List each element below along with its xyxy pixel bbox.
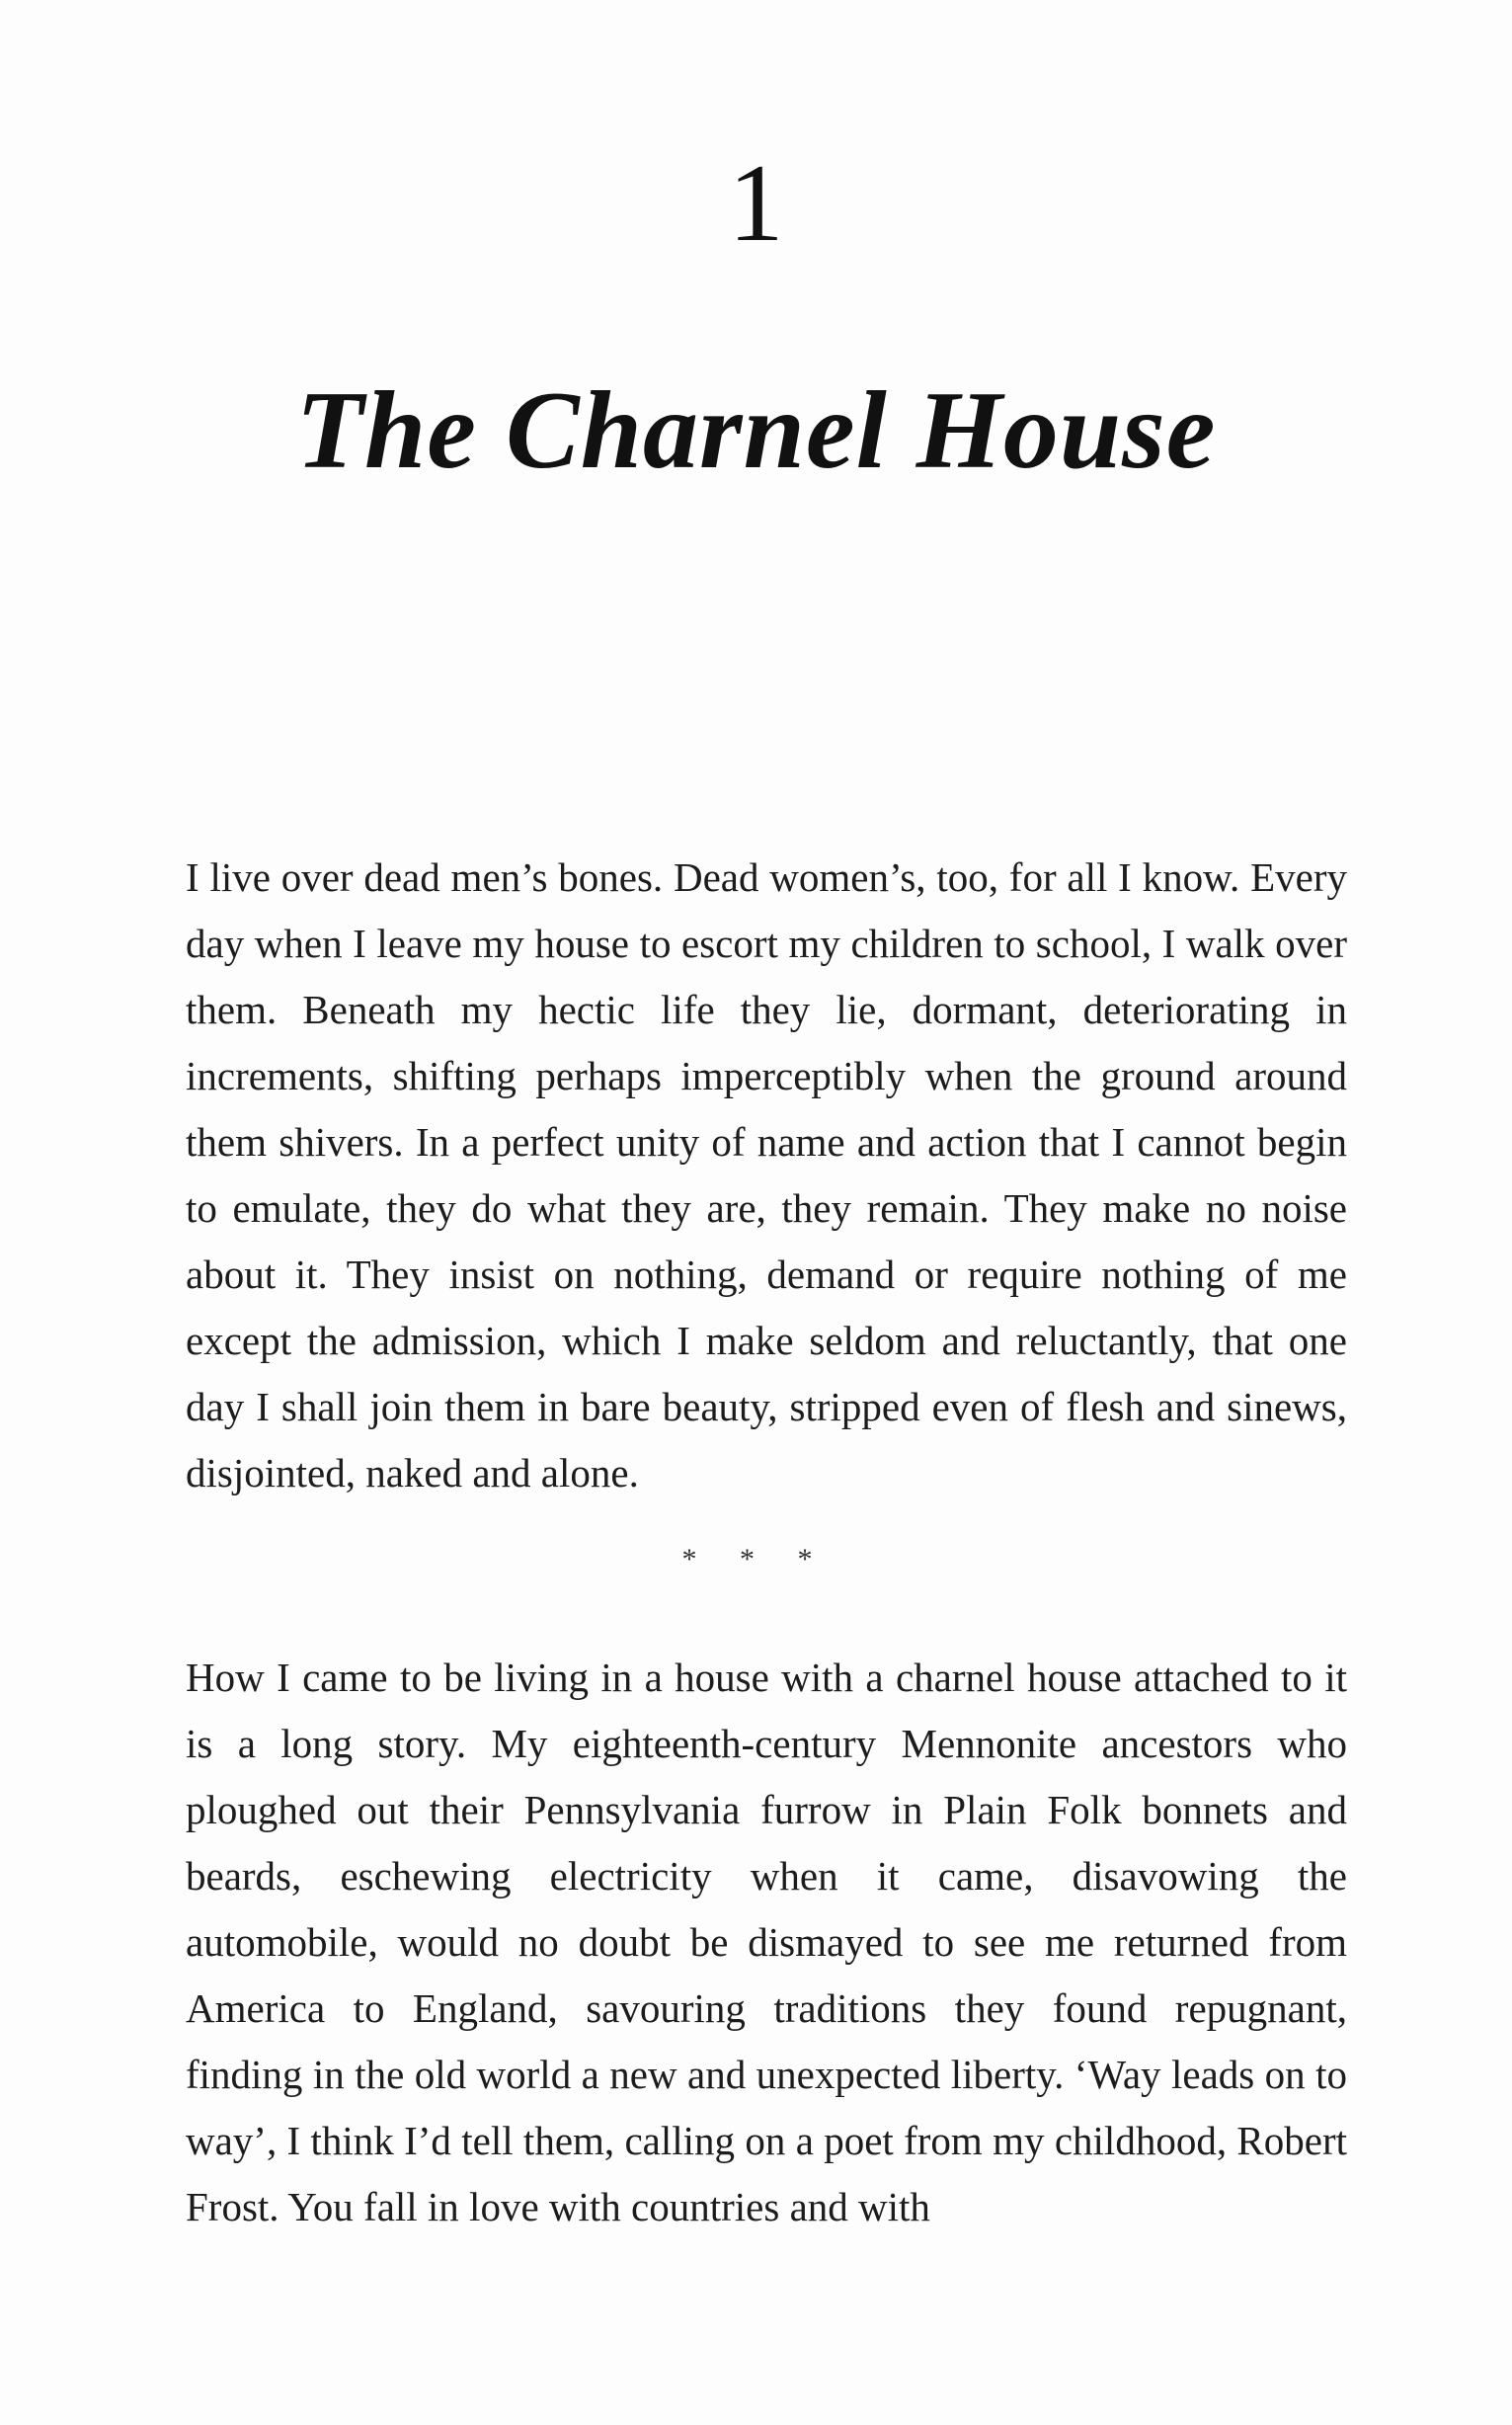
chapter-title: The Charnel House bbox=[295, 369, 1217, 492]
body-paragraph-2: How I came to be living in a house with a charnel house attached to it is a long story. My eighteenth-century Mennonite ancestors who ploughed out their Pennsylvania furrow in Plain Folk bonnets and beards, eschewing electricity when it came, disavowing the automobile, would no doubt be dismayed to see me returned from America to England, savouring traditions they found repugnant, finding in the old world a new and unexpected liberty. ‘Way leads on to way’, I think I’d tell them, calling on a poet from my childhood, Robert Frost. You fall in love with countries and with bbox=[186, 1655, 1347, 2229]
chapter-number: 1 bbox=[728, 142, 784, 265]
body-paragraph-1: I live over dead men’s bones. Dead women’s, too, for all I know. Every day when I leave my house to escort my children to school, I walk over them. Beneath my hectic life they lie, dormant, deteriorating in increments, shifting perhaps imperceptibly when the ground around them shivers. In a perfect unity of name and action that I cannot begin to emulate, they do what they are, they remain. They make no noise about it. They insist on nothing, demand or require nothing of me except the admission, which I make seldom and reluctantly, that one day I shall join them in bare beauty, stripped even of flesh and sinews, disjointed, naked and alone. bbox=[186, 854, 1347, 1495]
section-break: * * * bbox=[681, 1543, 831, 1576]
